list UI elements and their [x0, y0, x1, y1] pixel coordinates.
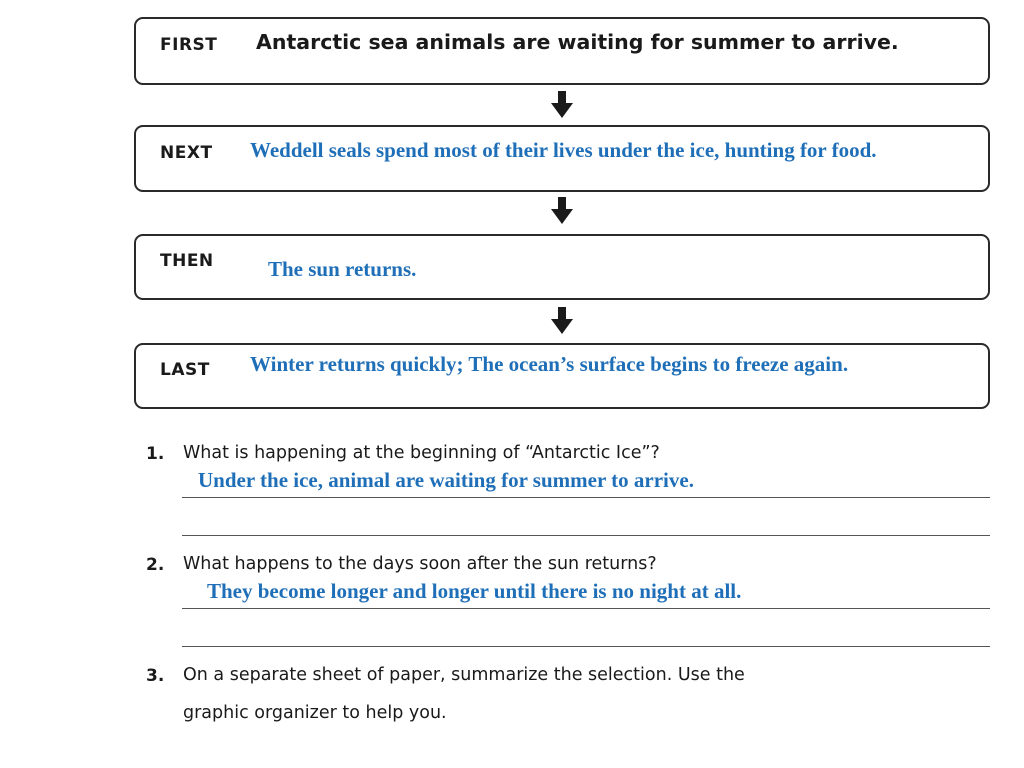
- question-2-answer: They become longer and longer until there is no night at all.: [207, 579, 742, 603]
- first-box: [134, 17, 990, 85]
- question-2-number: 2.: [146, 555, 165, 575]
- down-arrow-icon: [550, 197, 574, 225]
- last-box: [134, 343, 990, 409]
- answer-line: [182, 497, 990, 498]
- first-label: FIRST: [160, 35, 218, 55]
- down-arrow-icon: [550, 307, 574, 335]
- answer-line: [182, 646, 990, 647]
- question-1-number: 1.: [146, 444, 165, 464]
- then-box: [134, 234, 990, 300]
- question-3-text-line1: On a separate sheet of paper, summarize the selection. Use the: [183, 665, 745, 685]
- then-answer: The sun returns.: [268, 257, 417, 281]
- last-label: LAST: [160, 360, 210, 380]
- question-1-answer: Under the ice, animal are waiting for summer to arrive.: [198, 468, 694, 492]
- first-text: Antarctic sea animals are waiting for summer to arrive.: [256, 30, 899, 54]
- down-arrow-icon: [550, 91, 574, 119]
- question-3-text-line2: graphic organizer to help you.: [183, 703, 447, 723]
- then-label: THEN: [160, 251, 214, 271]
- question-3-number: 3.: [146, 666, 165, 686]
- next-answer: Weddell seals spend most of their lives under the ice, hunting for food.: [250, 138, 877, 162]
- answer-line: [182, 608, 990, 609]
- next-box: [134, 125, 990, 192]
- last-answer: Winter returns quickly; The ocean’s surface begins to freeze again.: [250, 352, 849, 376]
- answer-line: [182, 535, 990, 536]
- next-label: NEXT: [160, 143, 213, 163]
- question-2-text: What happens to the days soon after the sun returns?: [183, 554, 657, 574]
- question-1-text: What is happening at the beginning of “Antarctic Ice”?: [183, 443, 660, 463]
